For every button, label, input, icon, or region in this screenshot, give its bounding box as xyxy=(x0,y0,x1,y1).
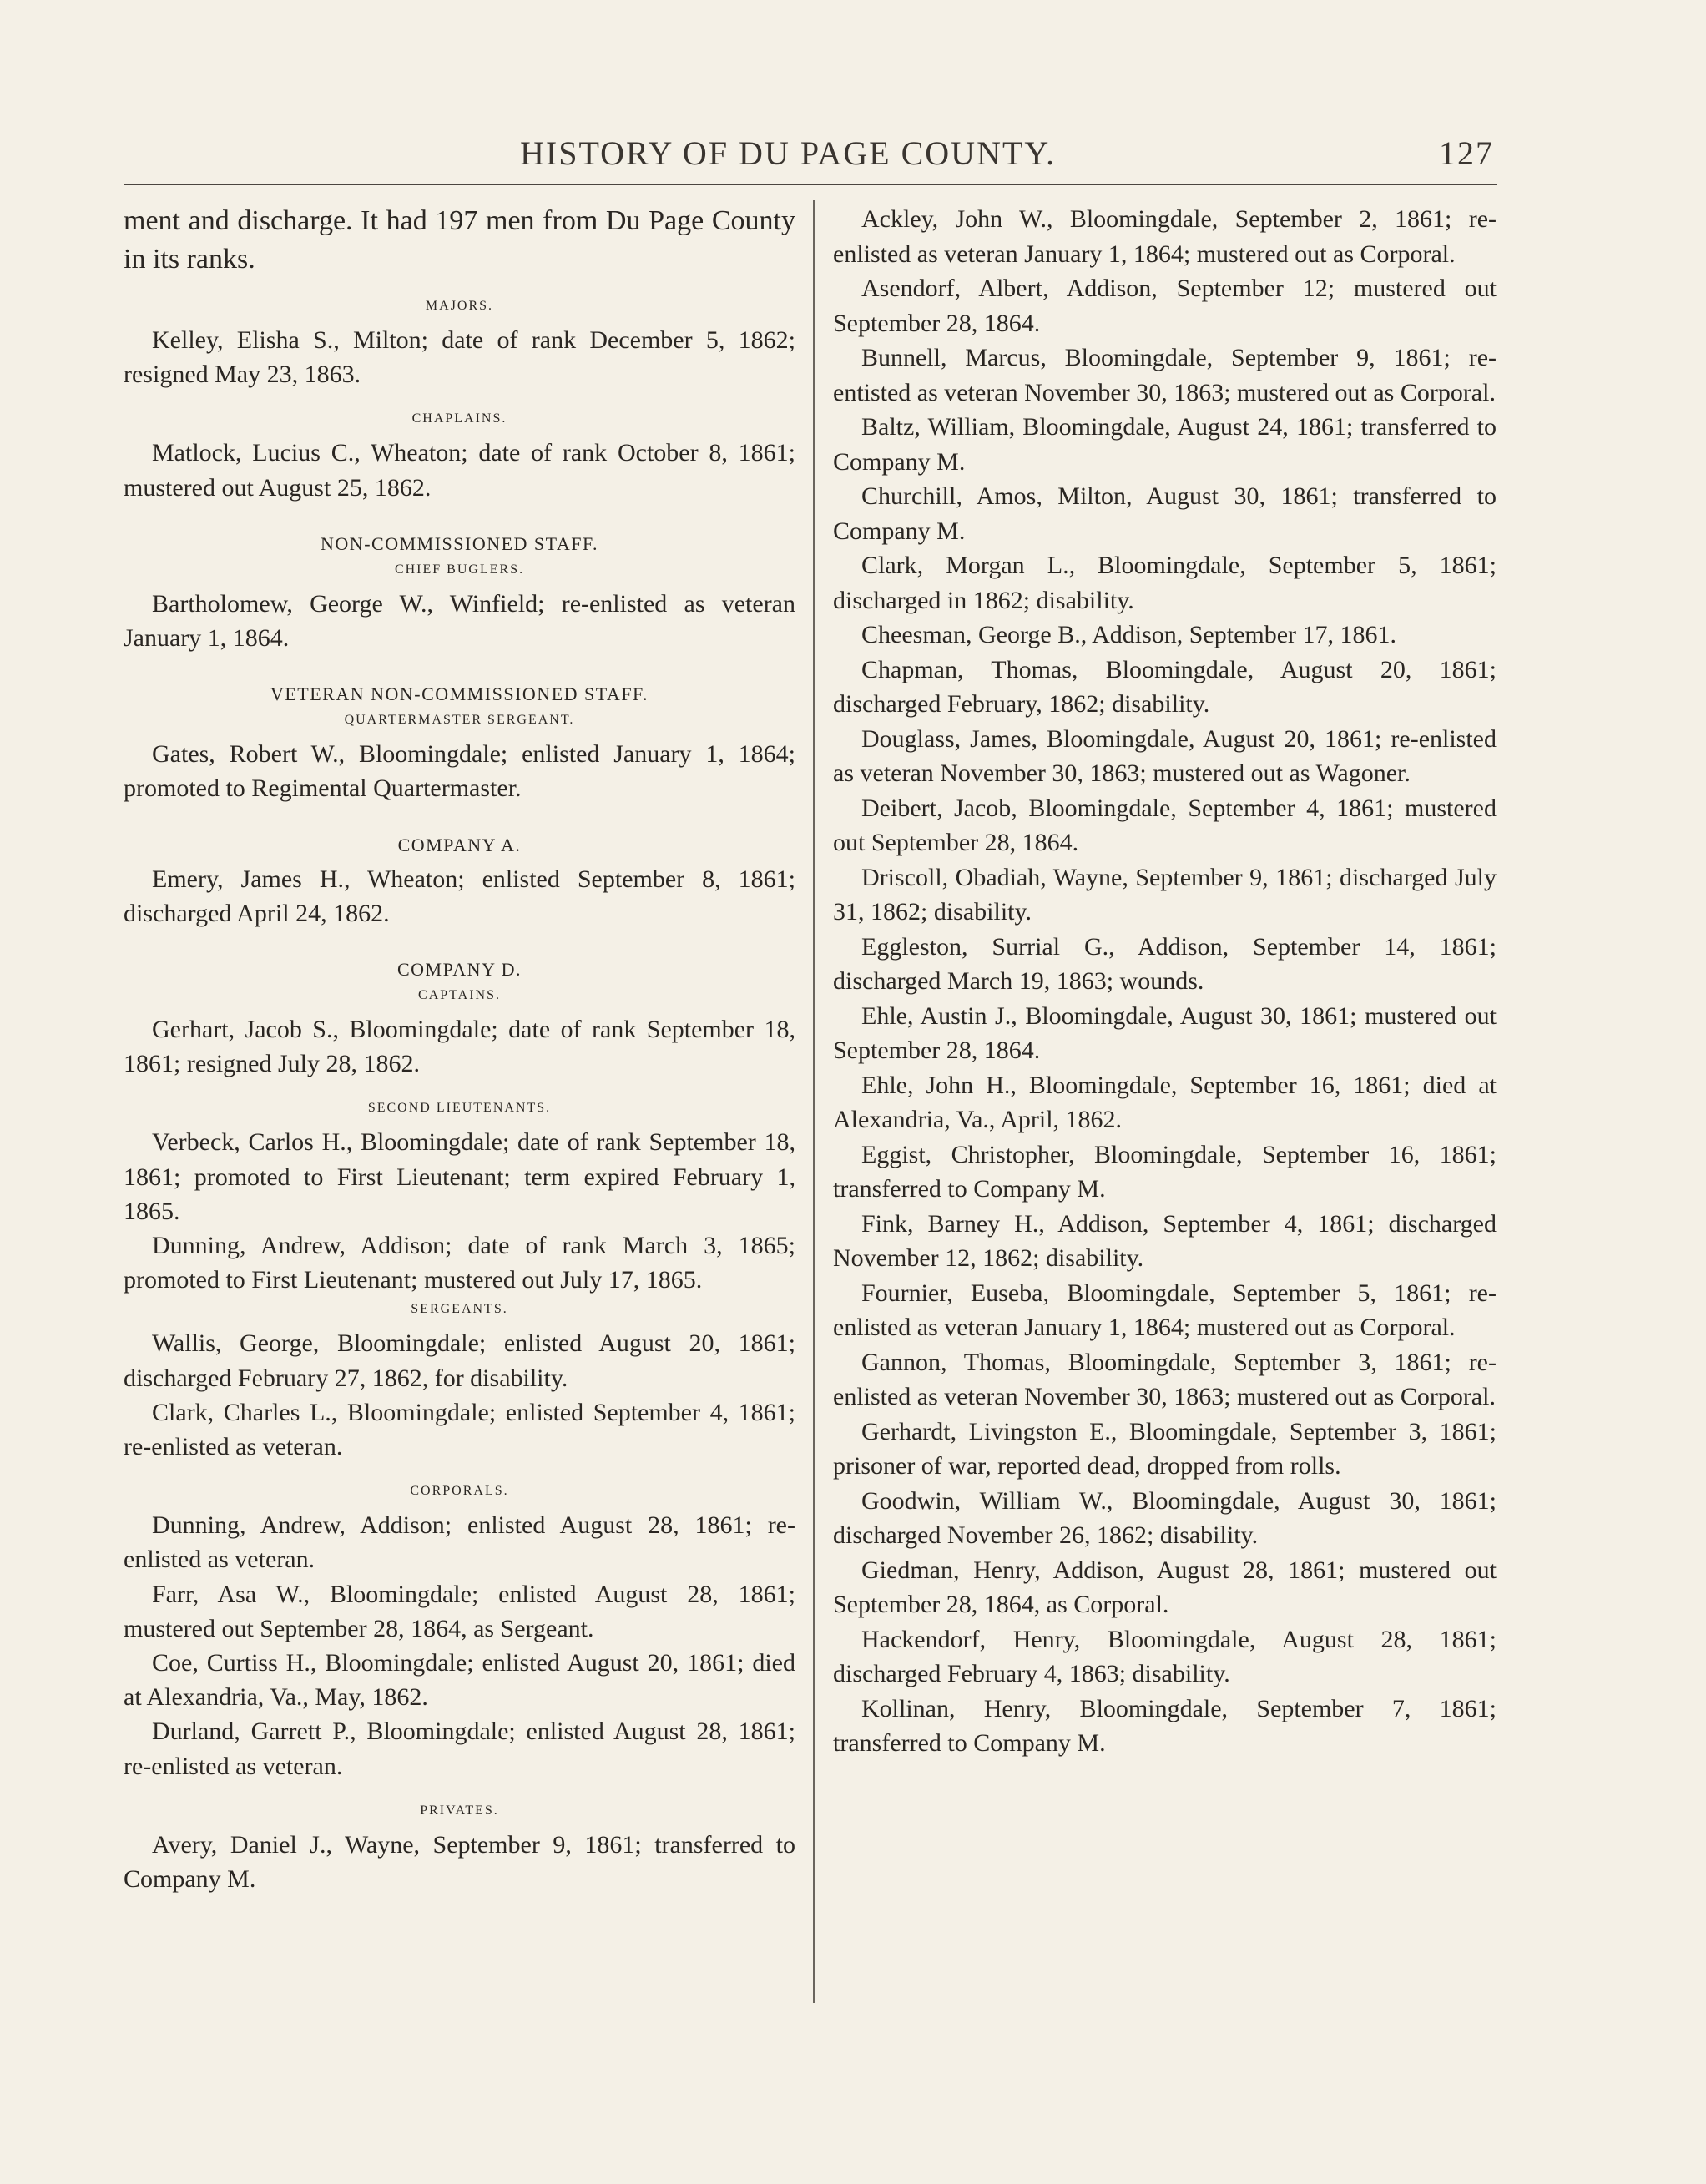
roster-entry: Avery, Daniel J., Wayne, September 9, 1861; transferred to Company M. xyxy=(124,1830,795,1894)
roster-entry: Farr, Asa W., Bloomingdale; enlisted August 28, 1861; mustered out September 28, 1864, as Sergeant. xyxy=(124,1580,795,1642)
chaplains-heading: CHAPLAINS. xyxy=(411,411,507,426)
roster-entry: Durland, Garrett P., Bloomingdale; enlisted August 28, 1861; re-enlisted as veteran. xyxy=(124,1717,795,1780)
roster-entry: Baltz, William, Bloomingdale, August 24, 1861; transferred to Company M. xyxy=(833,413,1497,476)
sergeants-heading: SERGEANTS. xyxy=(411,1302,508,1317)
company-a-heading: COMPANY A. xyxy=(397,834,522,855)
qm-sergeant-heading: QUARTERMASTER SERGEANT. xyxy=(344,713,575,728)
veteran-ncs-heading: VETERAN NON-COMMISSIONED STAFF. xyxy=(270,683,649,705)
roster-entry: Gannon, Thomas, Bloomingdale, September 3, 1861; re-enlisted as veteran November 30, 1863; mustered out as Corporal. xyxy=(833,1348,1497,1410)
roster-entry: Hackendorf, Henry, Bloomingdale, August 28, 1861; discharged February 4, 1863; disability. xyxy=(833,1625,1497,1687)
roster-entry: Asendorf, Albert, Addison, September 12; mustered out September 28, 1864. xyxy=(833,275,1497,337)
left-column xyxy=(124,202,795,1896)
roster-entry: Wallis, George, Bloomingdale; enlisted August 20, 1861; discharged February 27, 1862, for disability. xyxy=(124,1329,795,1392)
corporals-heading: CORPORALS. xyxy=(410,1484,509,1499)
roster-entry: Matlock, Lucius C., Wheaton; date of rank October 8, 1861; mustered out August 25, 1862. xyxy=(124,439,795,502)
roster-entry: Gerhardt, Livingston E., Bloomingdale, September 3, 1861; prisoner of war, reported dead, dropped from rolls. xyxy=(833,1417,1497,1480)
roster-entry: Bunnell, Marcus, Bloomingdale, September 9, 1861; re-entisted as veteran November 30, 1863; mustered out as Corporal. xyxy=(833,344,1497,406)
roster-entry: Kollinan, Henry, Bloomingdale, September 7, 1861; transferred to Company M. xyxy=(833,1694,1497,1757)
roster-entry: Ehle, Austin J., Bloomingdale, August 30, 1861; mustered out September 28, 1864. xyxy=(833,1001,1497,1064)
roster-entry: Emery, James H., Wheaton; enlisted September 8, 1861; discharged April 24, 1862. xyxy=(124,865,795,927)
roster-entry: Dunning, Andrew, Addison; enlisted August 28, 1861; re-enlisted as veteran. xyxy=(124,1511,795,1574)
roster-entry: Fournier, Euseba, Bloomingdale, September 5, 1861; re-enlisted as veteran January 1, 1864; mustered out as Corporal. xyxy=(833,1279,1497,1341)
roster-entry: Verbeck, Carlos H., Bloomingdale; date of rank September 18, 1861; promoted to First Lieutenant; term expired February 1, 1865. xyxy=(124,1128,795,1225)
roster-entry: Giedman, Henry, Addison, August 28, 1861; mustered out September 28, 1864, as Corporal. xyxy=(833,1556,1497,1618)
roster-entry: Chapman, Thomas, Bloomingdale, August 20, 1861; discharged February, 1862; disability. xyxy=(833,655,1497,718)
roster-entry: Ackley, John W., Bloomingdale, September 2, 1861; re-enlisted as veteran January 1, 1864; mustered out as Corporal. xyxy=(833,205,1497,268)
column-divider xyxy=(813,200,815,2003)
roster-entry: Driscoll, Obadiah, Wayne, September 9, 1861; discharged July 31, 1862; disability. xyxy=(833,863,1497,926)
roster-entry: Bartholomew, George W., Winfield; re-enlisted as veteran January 1, 1864. xyxy=(124,589,795,653)
chief-buglers-heading: CHIEF BUGLERS. xyxy=(394,562,525,577)
privates-heading: PRIVATES. xyxy=(420,1803,499,1818)
roster-entry: Dunning, Andrew, Addison; date of rank March 3, 1865; promoted to First Lieutenant; mustered out July 17, 1865. xyxy=(124,1232,795,1294)
roster-entry: Gerhart, Jacob S., Bloomingdale; date of rank September 18, 1861; resigned July 28, 1862. xyxy=(124,1016,795,1078)
roster-entry: Gates, Robert W., Bloomingdale; enlisted January 1, 1864; promoted to Regimental Quartermaster. xyxy=(124,740,795,803)
roster-entry: Churchill, Amos, Milton, August 30, 1861; transferred to Company M. xyxy=(833,482,1497,545)
roster-entry: Deibert, Jacob, Bloomingdale, September 4, 1861; mustered out September 28, 1864. xyxy=(833,794,1497,856)
captains-heading: CAPTAINS. xyxy=(418,988,501,1003)
running-header xyxy=(124,134,1494,175)
page-number: 127 xyxy=(1439,134,1494,172)
second-lieutenants-heading: SECOND LIEUTENANTS. xyxy=(367,1101,552,1116)
roster-entry: Ehle, John H., Bloomingdale, September 16, 1861; died at Alexandria, Va., April, 1862. xyxy=(833,1071,1497,1133)
roster-entry: Douglass, James, Bloomingdale, August 20, 1861; re-enlisted as veteran November 30, 1863; mustered out as Wagoner. xyxy=(833,724,1497,787)
roster-entry: Clark, Morgan L., Bloomingdale, September 5, 1861; discharged in 1862; disability. xyxy=(833,552,1497,614)
roster-entry: Kelley, Elisha S., Milton; date of rank December 5, 1862; resigned May 23, 1863. xyxy=(124,326,795,389)
roster-entry: Eggist, Christopher, Bloomingdale, September 16, 1861; transferred to Company M. xyxy=(833,1140,1497,1203)
intro-paragraph: ment and discharge. It had 197 men from Du Page County in its ranks. xyxy=(124,205,795,275)
roster-entry: Cheesman, George B., Addison, September 17, 1861. xyxy=(861,621,1397,648)
roster-entry: Goodwin, William W., Bloomingdale, August 30, 1861; discharged November 26, 1862; disability. xyxy=(833,1486,1497,1549)
roster-entry: Clark, Charles L., Bloomingdale; enlisted September 4, 1861; re-enlisted as veteran. xyxy=(124,1398,795,1461)
company-d-heading: COMPANY D. xyxy=(396,959,522,981)
majors-heading: MAJORS. xyxy=(425,299,494,313)
right-column xyxy=(833,202,1497,1761)
header-rule xyxy=(124,184,1497,185)
roster-entry: Eggleston, Surrial G., Addison, September 14, 1861; discharged March 19, 1863; wounds. xyxy=(833,932,1497,995)
roster-entry: Coe, Curtiss H., Bloomingdale; enlisted August 20, 1861; died at Alexandria, Va., May, 1862. xyxy=(124,1649,795,1712)
running-title: HISTORY OF DU PAGE COUNTY. xyxy=(520,134,1057,172)
roster-entry: Fink, Barney H., Addison, September 4, 1861; discharged November 12, 1862; disability. xyxy=(833,1209,1497,1272)
non-commissioned-staff-heading: NON-COMMISSIONED STAFF. xyxy=(321,532,598,554)
